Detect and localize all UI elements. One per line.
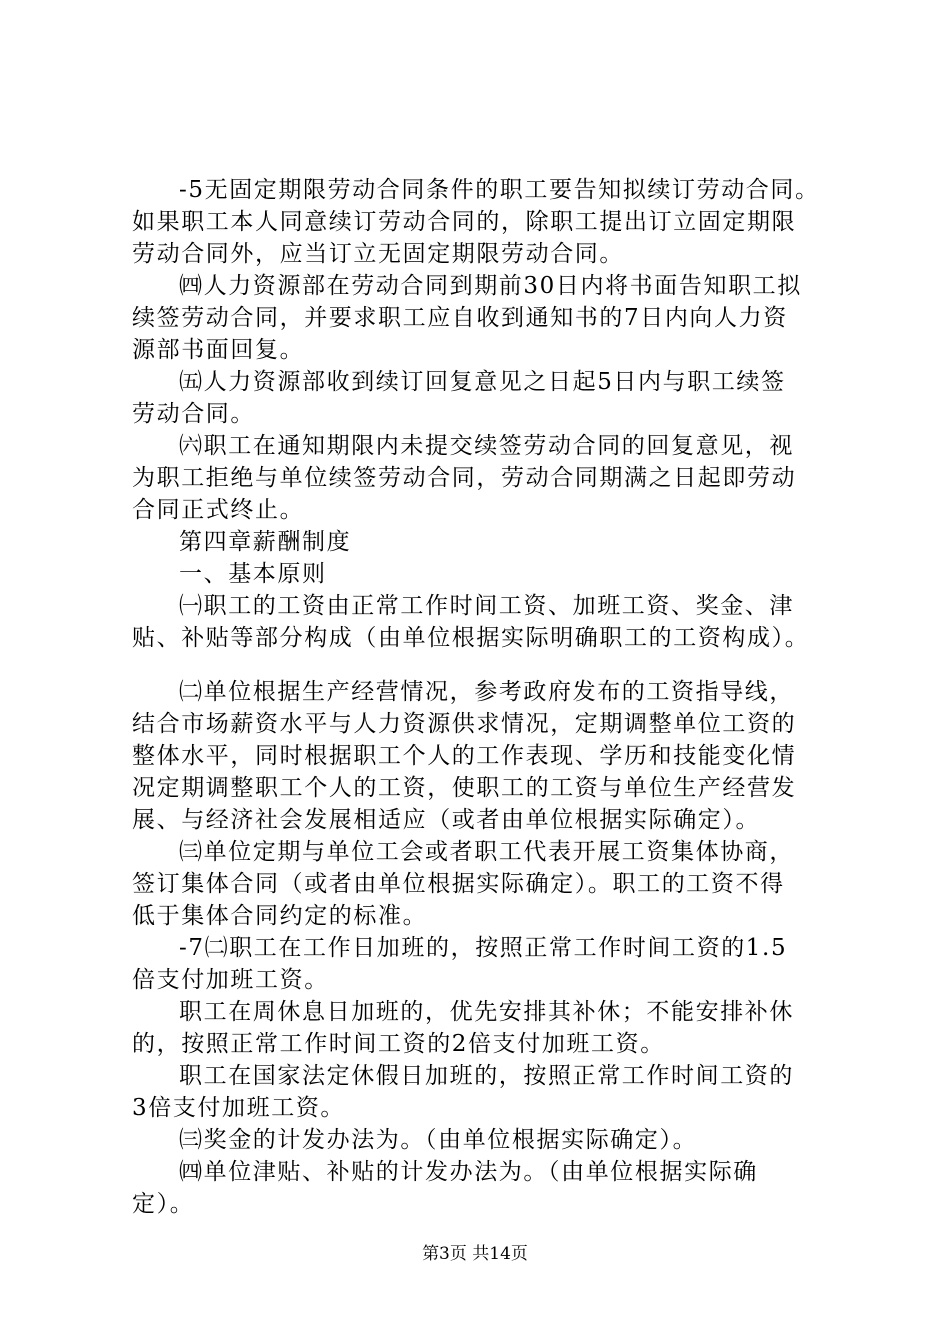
paragraph-line: ㈣人力资源部在劳动合同到期前30日内将书面告知职工拟	[179, 273, 802, 299]
paragraph-line: 的，按照正常工作时间工资的2倍支付加班工资。	[132, 1031, 665, 1057]
paragraph-line: 源部书面回复。	[132, 337, 305, 363]
paragraph-line: 结合市场薪资水平与人力资源供求情况，定期调整单位工资的	[132, 711, 797, 737]
paragraph-line: 定）。	[132, 1191, 195, 1217]
chapter-heading: 第四章薪酬制度	[179, 529, 352, 555]
paragraph-line: 况定期调整职工个人的工资，使职工的工资与单位生产经营发	[132, 775, 797, 801]
paragraph-line: 职工在国家法定休假日加班的，按照正常工作时间工资的	[179, 1063, 794, 1089]
paragraph-line: 倍支付加班工资。	[132, 967, 329, 993]
paragraph-line: 3倍支付加班工资。	[132, 1095, 346, 1121]
paragraph-line: 劳动合同外，应当订立无固定期限劳动合同。	[132, 241, 624, 267]
paragraph-line: -7㈡职工在工作日加班的，按照正常工作时间工资的1.5	[179, 935, 788, 961]
paragraph-line: 续签劳动合同，并要求职工应自收到通知书的7日内向人力资	[132, 305, 788, 331]
paragraph-line: -5无固定期限劳动合同条件的职工要告知拟续订劳动合同。	[179, 177, 820, 203]
paragraph-line: 展、与经济社会发展相适应（或者由单位根据实际确定）。	[132, 807, 761, 833]
section-heading: 一、基本原则	[179, 561, 327, 587]
paragraph-line: 职工在周休息日加班的，优先安排其补休；不能安排补休	[179, 999, 794, 1025]
page-number-footer: 第3页 共14页	[422, 1244, 528, 1264]
paragraph-line: 如果职工本人同意续订劳动合同的，除职工提出订立固定期限	[132, 209, 797, 235]
paragraph-line: ㈢奖金的计发办法为。（由单位根据实际确定）。	[179, 1127, 698, 1153]
paragraph-line: ㈥职工在通知期限内未提交续签劳动合同的回复意见，视	[179, 433, 794, 459]
paragraph-line: 合同正式终止。	[132, 497, 305, 523]
paragraph-line: ㈡单位根据生产经营情况，参考政府发布的工资指导线，	[179, 679, 794, 705]
paragraph-line: 劳动合同。	[132, 401, 255, 427]
paragraph-line: 贴、补贴等部分构成（由单位根据实际明确职工的工资构成）。	[132, 625, 810, 651]
paragraph-line: ㈣单位津贴、补贴的计发办法为。（由单位根据实际确	[179, 1159, 758, 1185]
paragraph-line: 整体水平，同时根据职工个人的工作表现、学历和技能变化情	[132, 743, 797, 769]
paragraph-line: 签订集体合同（或者由单位根据实际确定）。职工的工资不得	[132, 871, 785, 897]
paragraph-line: 为职工拒绝与单位续签劳动合同，劳动合同期满之日起即劳动	[132, 465, 797, 491]
paragraph-line: ㈢单位定期与单位工会或者职工代表开展工资集体协商，	[179, 839, 794, 865]
paragraph-line: 低于集体合同约定的标准。	[132, 903, 428, 929]
paragraph-line: ㈤人力资源部收到续订回复意见之日起5日内与职工续签	[179, 369, 786, 395]
paragraph-line: ㈠职工的工资由正常工作时间工资、加班工资、奖金、津	[179, 593, 794, 619]
